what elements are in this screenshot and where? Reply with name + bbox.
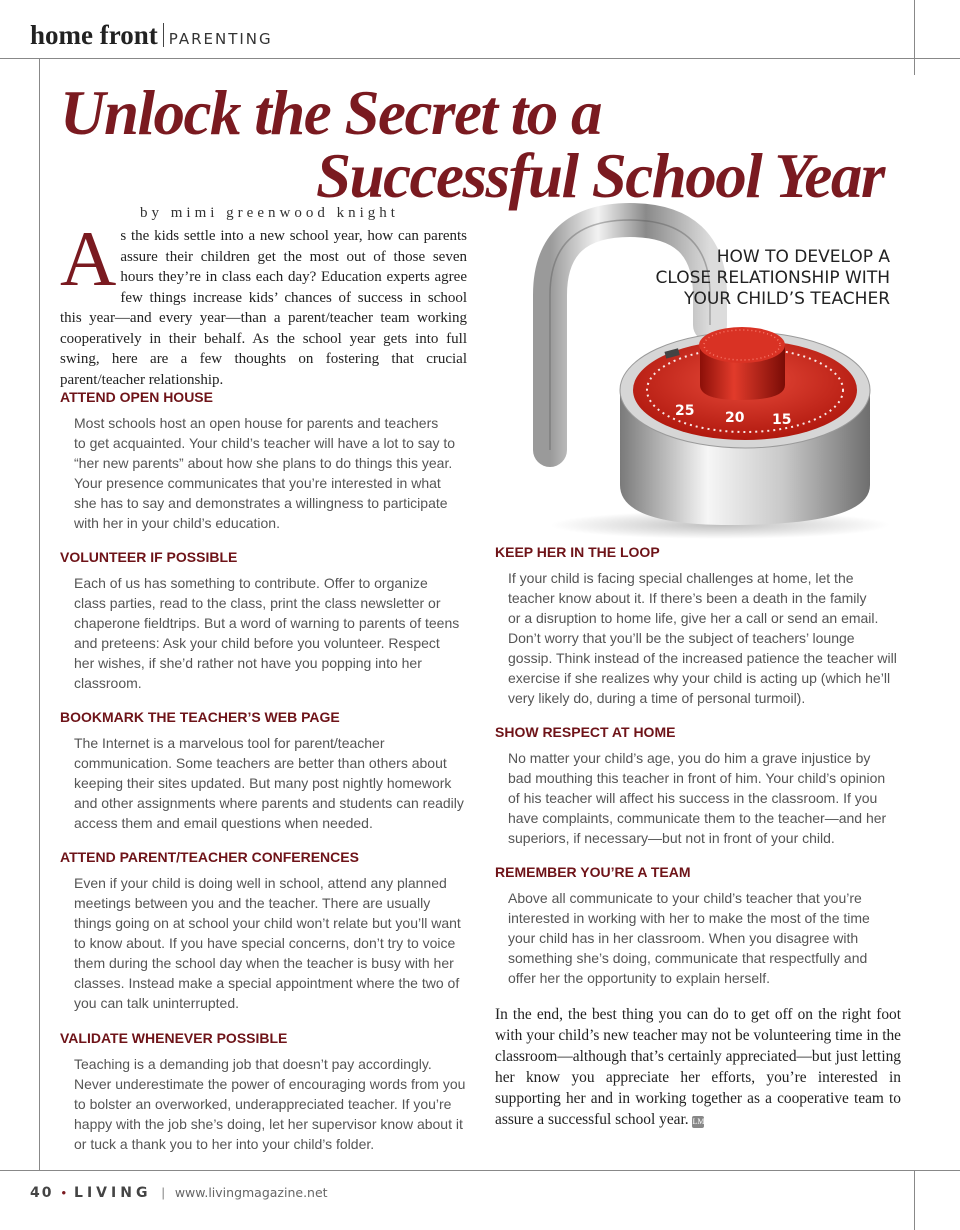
body-line: to know about. If you have special concerns, don’t try to voice — [74, 935, 456, 951]
footer-rule — [0, 1170, 960, 1171]
end-mark-icon: LM — [692, 1117, 705, 1126]
magazine-url[interactable]: www.livingmagazine.net — [174, 1185, 328, 1200]
body-line: Never underestimate the power of encouraging words from you — [74, 1076, 466, 1092]
body-line: classroom. — [74, 675, 142, 691]
section-header — [30, 20, 273, 51]
intro-text: s the kids settle into a new school year, how can parents assure their children get the most out of those seven hours they’re in class each day? Education experts agree few things increase kids’ chances of success in school this year—and every year—than a parent/teacher team working cooperatively in their behalf. As the school year gets into full swing, here are a few thoughts on fostering that crucial parent/teacher relationship. — [60, 228, 467, 388]
body-line: Even if your child is doing well in school, attend any planned — [74, 875, 447, 891]
section-conferences — [60, 849, 461, 1013]
body-line: superiors, if necessary—but not in front of your child. — [508, 830, 835, 846]
body-line: and preteens: Ask your child before you volunteer. Respect — [74, 635, 440, 651]
section-validate — [60, 1030, 465, 1154]
body-line: Above all communicate to your child’s teacher that you’re — [508, 890, 862, 906]
body-line: very likely do, during a time of personal turmoil). — [508, 690, 806, 706]
body-line: class parties, read to the class, print the class newsletter or — [74, 595, 441, 611]
section-name: home front — [30, 20, 158, 50]
sidebar-heading-line: YOUR CHILD’S TEACHER — [684, 289, 890, 309]
section-heading: ATTEND OPEN HOUSE — [60, 389, 213, 405]
section-heading: BOOKMARK THE TEACHER’S WEB PAGE — [60, 709, 340, 725]
byline: by mimi greenwood knight — [140, 205, 399, 221]
dial-number: 20 — [725, 410, 745, 426]
intro-paragraph — [60, 215, 467, 390]
body-line: have complaints, communicate them to the teacher—and her — [508, 810, 887, 826]
body-line: with her in your child’s education. — [74, 515, 280, 531]
body-line: to get acquainted. Your child’s teacher will have a lot to say to — [74, 435, 456, 451]
dial-number: 15 — [772, 412, 792, 428]
header-rule — [0, 58, 960, 59]
body-line: Each of us has something to contribute. Offer to organize — [74, 575, 428, 591]
body-line: If your child is facing special challenges at home, let the — [508, 570, 854, 586]
body-line: The Internet is a marvelous tool for parent/teacher — [74, 735, 385, 751]
body-line: something she’s doing, communicate that respectfully and — [508, 950, 868, 966]
body-line: communication. Some teachers are better than others about — [74, 755, 447, 771]
left-margin-rule — [39, 58, 40, 1170]
body-line: and other assignments where parents and students can readily — [74, 795, 464, 811]
body-line: exercise if she realizes why your child is acting up (which he’ll — [508, 670, 891, 686]
footer-divider: | — [161, 1185, 165, 1200]
body-line: Teaching is a demanding job that doesn’t pay accordingly. — [74, 1056, 432, 1072]
body-line: you can talk uninterrupted. — [74, 995, 239, 1011]
bullet-icon: • — [61, 1185, 67, 1200]
body-line: classes. Instead make a special appointment where the two of — [74, 975, 460, 991]
body-line: access them and email questions when needed. — [74, 815, 373, 831]
body-line: teacher know about it. If there’s been a death in the family — [508, 590, 867, 606]
article-title-line-2: Successful School Year — [316, 141, 884, 211]
section-heading: VOLUNTEER IF POSSIBLE — [60, 549, 238, 565]
dial-number: 25 — [675, 403, 695, 419]
body-line: her wishes, if she’d rather not have you popping into her — [74, 655, 422, 671]
page-number: 40 — [30, 1185, 54, 1201]
body-line: gossip. Think instead of the increased patience the teacher will — [508, 650, 897, 666]
body-line: offer her the opportunity to explain herself. — [508, 970, 771, 986]
section-heading: VALIDATE WHENEVER POSSIBLE — [60, 1030, 288, 1046]
article-title-line-1: Unlock the Secret to a — [60, 78, 601, 148]
body-line: happy with the job she’s doing, let her supervisor know about it — [74, 1116, 463, 1132]
body-line: or a disruption to home life, give her a call or send an email. — [508, 610, 879, 626]
header-divider — [163, 23, 164, 47]
body-line: to bolster an overworked, underappreciated teacher. If you’re — [74, 1096, 452, 1112]
section-category: PARENTING — [168, 30, 273, 48]
section-heading: KEEP HER IN THE LOOP — [495, 544, 660, 560]
body-line: of his teacher will affect his success in the classroom. If you — [508, 790, 878, 806]
closing-text: In the end, the best thing you can do to get off on the right foot with your child’s new teacher may not be volunteering time in the classroom—although that’s certainly appreciated—but just letting her know you appreciate her efforts, you’re interested in supporting her and in working together as a cooperative team to assure a successful school year. — [495, 1006, 901, 1128]
body-line: or tuck a thank you to her into your child’s folder. — [74, 1136, 375, 1152]
magazine-name: LIVING — [74, 1185, 152, 1201]
section-team — [495, 864, 870, 988]
body-line: things going on at school your child won’t relate but you’ll want — [74, 915, 461, 931]
section-bookmark-web-page — [60, 709, 464, 833]
drop-cap: A — [60, 215, 117, 302]
section-heading: SHOW RESPECT AT HOME — [495, 724, 676, 740]
body-line: your child has in her classroom. When you disagree with — [508, 930, 859, 946]
body-line: she has to say and demonstrates a willingness to participate — [74, 495, 448, 511]
body-line: them during the school day when the teacher is busy with her — [74, 955, 454, 971]
body-line: meetings between you and the teacher. There are usually — [74, 895, 431, 911]
section-keep-in-loop — [495, 544, 897, 708]
body-line: Your presence communicates that you’re interested in what — [74, 475, 441, 491]
body-line: bad mouthing this teacher in front of him. Your child’s opinion — [508, 770, 886, 786]
section-attend-open-house — [60, 389, 455, 533]
body-line: interested in working with her to make the most of the time — [508, 910, 870, 926]
footer-right-rule — [914, 1170, 915, 1230]
section-show-respect — [495, 724, 886, 848]
right-margin-rule — [914, 0, 915, 75]
sidebar-heading-line: CLOSE RELATIONSHIP WITH — [655, 268, 890, 288]
sidebar-heading — [620, 247, 890, 310]
section-heading: ATTEND PARENT/TEACHER CONFERENCES — [60, 849, 359, 865]
body-line: Don’t worry that you’ll be the subject of teachers’ lounge — [508, 630, 855, 646]
section-volunteer — [60, 549, 459, 693]
closing-paragraph — [495, 1004, 901, 1130]
body-line: chaperone fieldtrips. But a word of warning to parents of teens — [74, 615, 460, 631]
body-line: Most schools host an open house for parents and teachers — [74, 415, 439, 431]
body-line: “her new parents” about how she plans to do things this year. — [74, 455, 453, 471]
body-line: keeping their sites updated. But many post nightly homework — [74, 775, 452, 791]
sidebar-heading-line: HOW TO DEVELOP A — [716, 247, 890, 267]
page-footer — [30, 1185, 328, 1201]
body-line: No matter your child’s age, you do him a grave injustice by — [508, 750, 871, 766]
section-heading: REMEMBER YOU’RE A TEAM — [495, 864, 691, 880]
